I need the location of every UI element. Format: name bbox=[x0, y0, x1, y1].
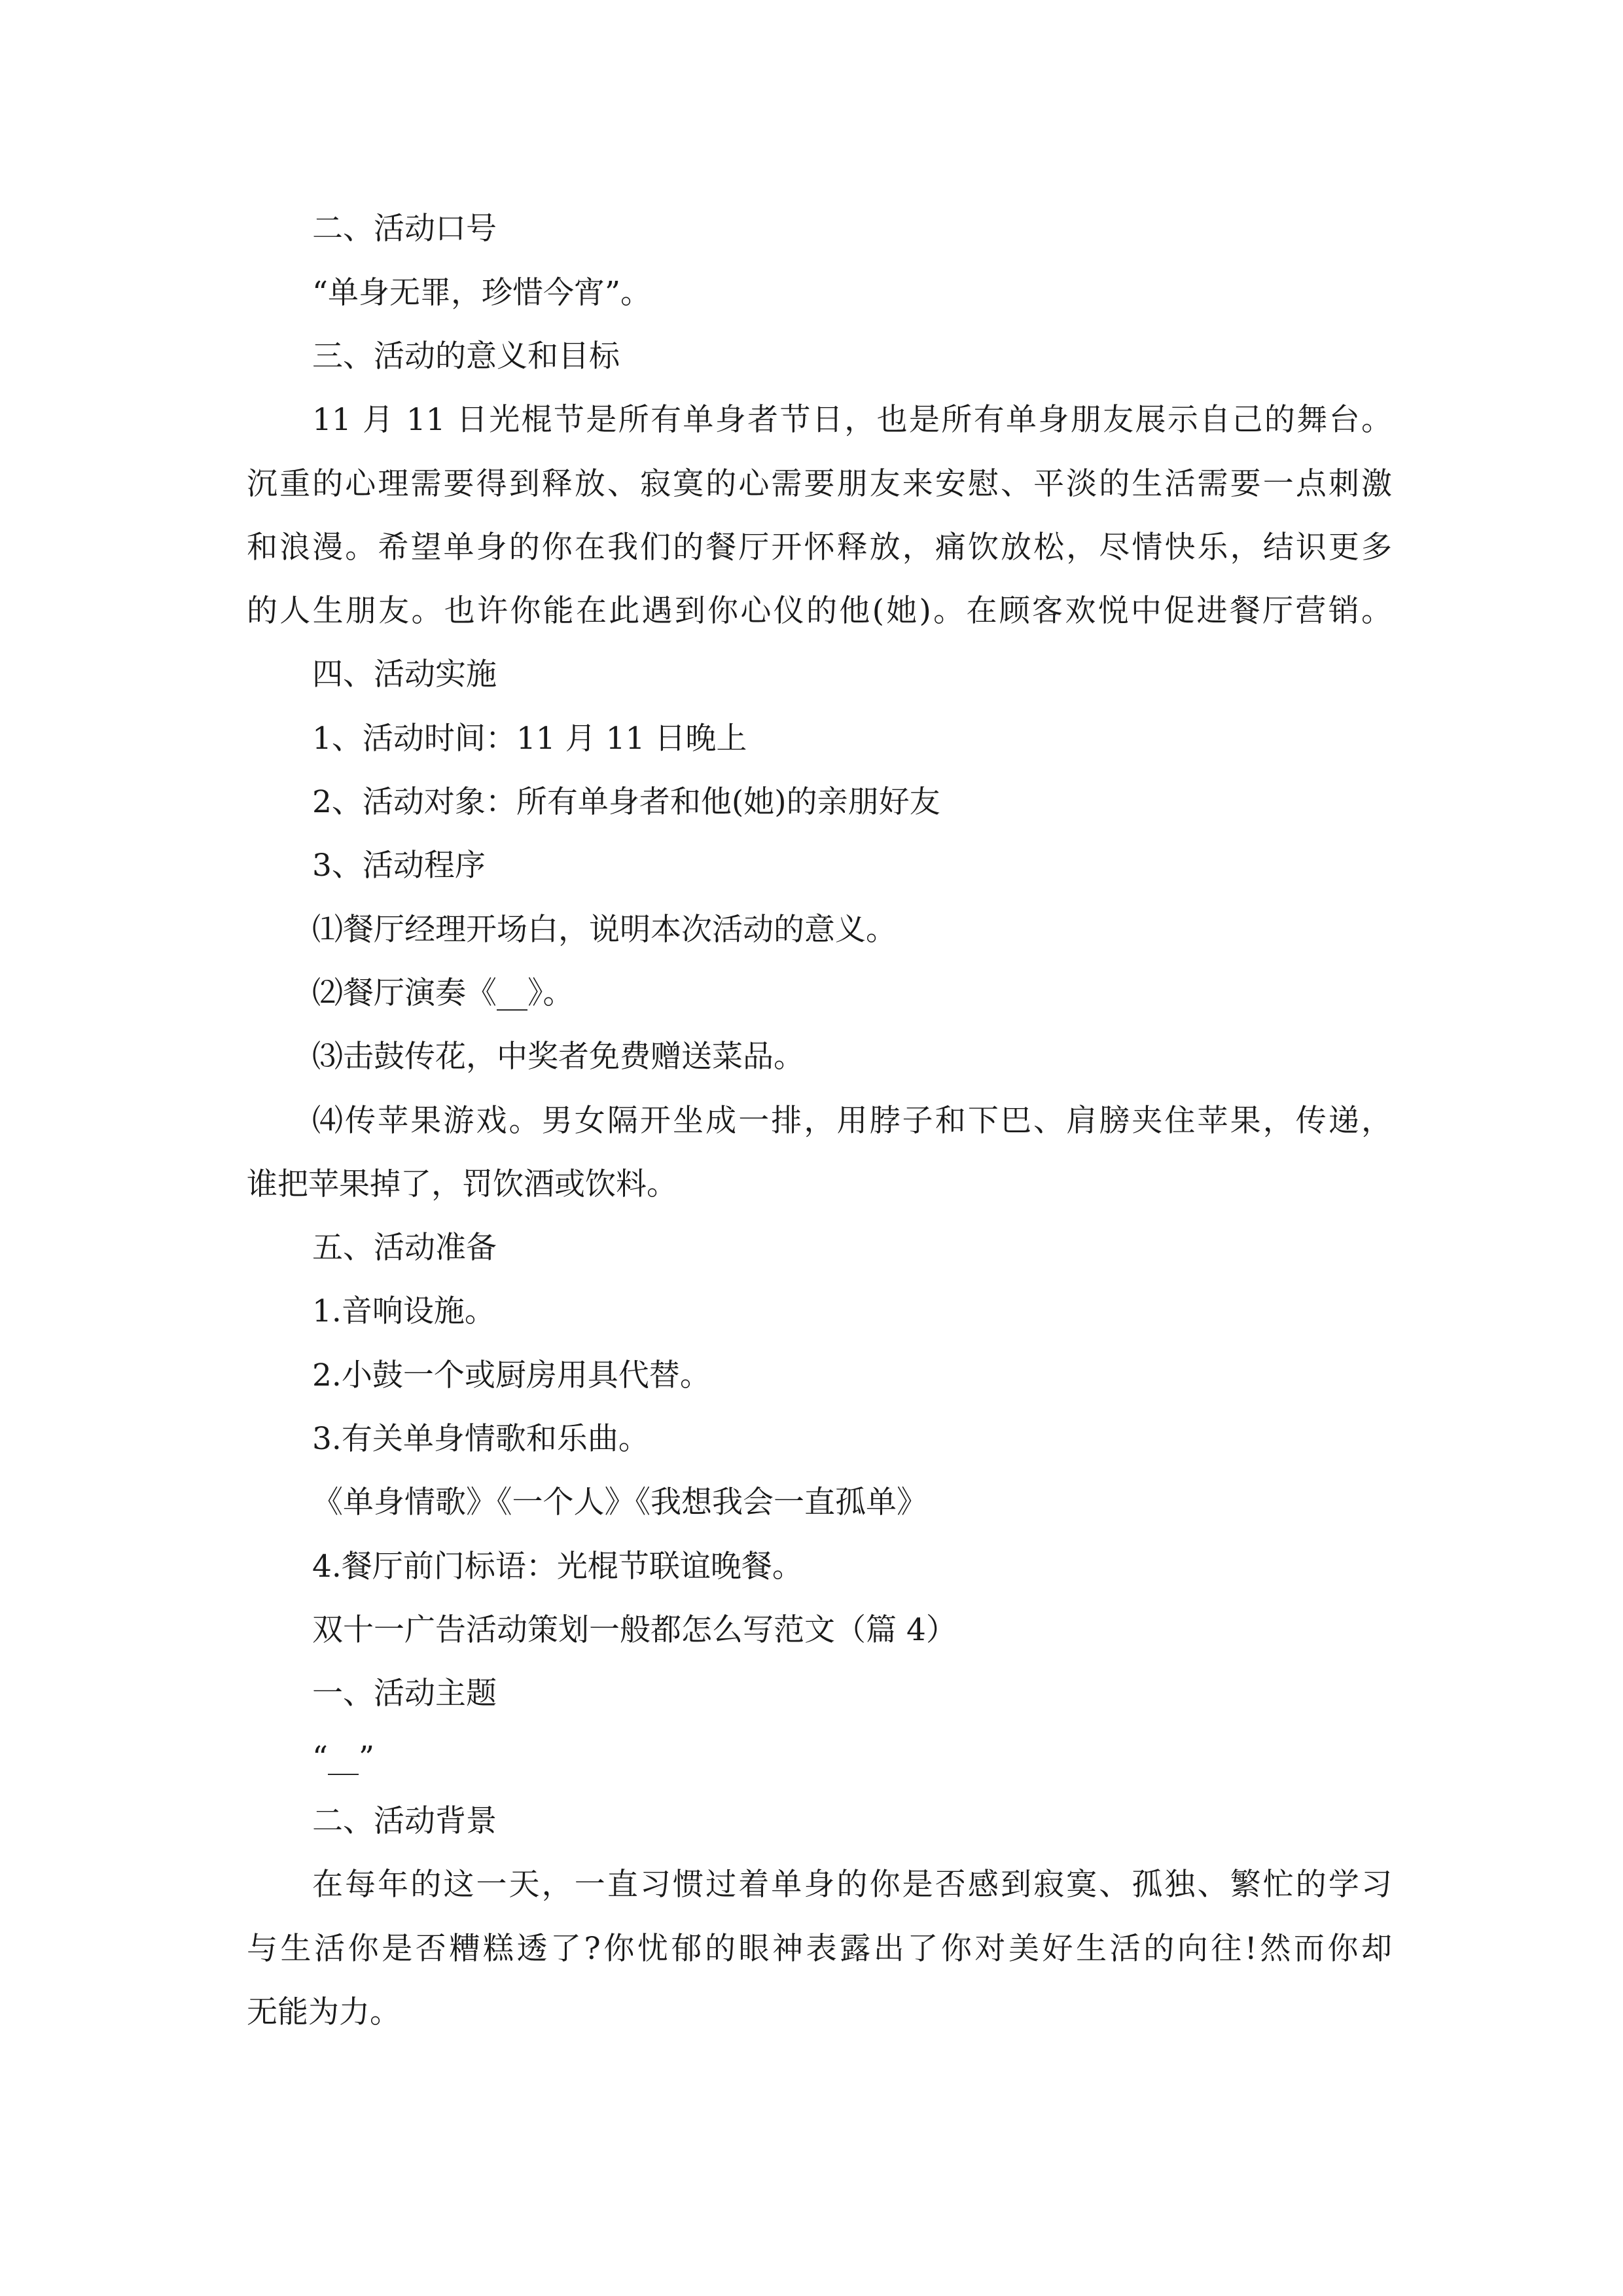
heading-meaning-goals: 三、活动的意义和目标 bbox=[312, 338, 620, 374]
paragraph-line: 在每年的这一天，一直习惯过着单身的你是否感到寂寞、孤独、繁忙的学习 bbox=[312, 1867, 1392, 1903]
heading-slogan: 二、活动口号 bbox=[312, 211, 497, 247]
song-list: 《单身情歌》《一个人》《我想我会一直孤单》 bbox=[312, 1484, 927, 1520]
paragraph-line: 与生活你是否糟糕透了?你忧郁的眼神表露出了你对美好生活的向往!然而你却 bbox=[247, 1931, 1392, 1967]
list-item-audience: 2、活动对象：所有单身者和他(她)的亲朋好友 bbox=[312, 784, 940, 820]
paragraph-line: 11 月 11 日光棍节是所有单身者节日，也是所有单身朋友展示自己的舞台。 bbox=[312, 402, 1392, 438]
heading-preparation: 五、活动准备 bbox=[312, 1230, 497, 1266]
procedure-step-4-continued: 谁把苹果掉了，罚饮酒或饮料。 bbox=[247, 1166, 677, 1202]
procedure-step-2: ⑵餐厅演奏《__》。 bbox=[312, 975, 574, 1011]
section-title-part-4: 双十一广告活动策划一般都怎么写范文（篇 4） bbox=[312, 1612, 957, 1648]
list-item-procedure: 3、活动程序 bbox=[312, 848, 486, 884]
procedure-step-4: ⑷传苹果游戏。男女隔开坐成一排，用脖子和下巴、肩膀夹住苹果，传递， bbox=[312, 1103, 1392, 1139]
heading-theme: 一、活动主题 bbox=[312, 1676, 497, 1712]
theme-text: “__” bbox=[312, 1740, 375, 1776]
paragraph-line: 无能为力。 bbox=[247, 1994, 401, 2030]
list-item-time: 1、活动时间：11 月 11 日晚上 bbox=[312, 721, 747, 757]
prep-item-2: 2.小鼓一个或厨房用具代替。 bbox=[312, 1357, 711, 1393]
prep-item-4: 4.餐厅前门标语：光棍节联谊晚餐。 bbox=[312, 1549, 803, 1585]
heading-implementation: 四、活动实施 bbox=[312, 656, 497, 692]
paragraph-line: 沉重的心理需要得到释放、寂寞的心需要朋友来安慰、平淡的生活需要一点刺激 bbox=[247, 466, 1392, 502]
slogan-text: “单身无罪，珍惜今宵”。 bbox=[312, 275, 652, 311]
heading-background: 二、活动背景 bbox=[312, 1803, 497, 1839]
paragraph-line: 的人生朋友。也许你能在此遇到你心仪的他(她)。在顾客欢悦中促进餐厅营销。 bbox=[247, 593, 1392, 629]
prep-item-1: 1.音响设施。 bbox=[312, 1293, 495, 1329]
prep-item-3: 3.有关单身情歌和乐曲。 bbox=[312, 1421, 649, 1457]
paragraph-line: 和浪漫。希望单身的你在我们的餐厅开怀释放，痛饮放松，尽情快乐，结识更多 bbox=[247, 529, 1392, 565]
procedure-step-3: ⑶击鼓传花，中奖者免费赠送菜品。 bbox=[312, 1039, 804, 1075]
procedure-step-1: ⑴餐厅经理开场白，说明本次活动的意义。 bbox=[312, 912, 897, 948]
